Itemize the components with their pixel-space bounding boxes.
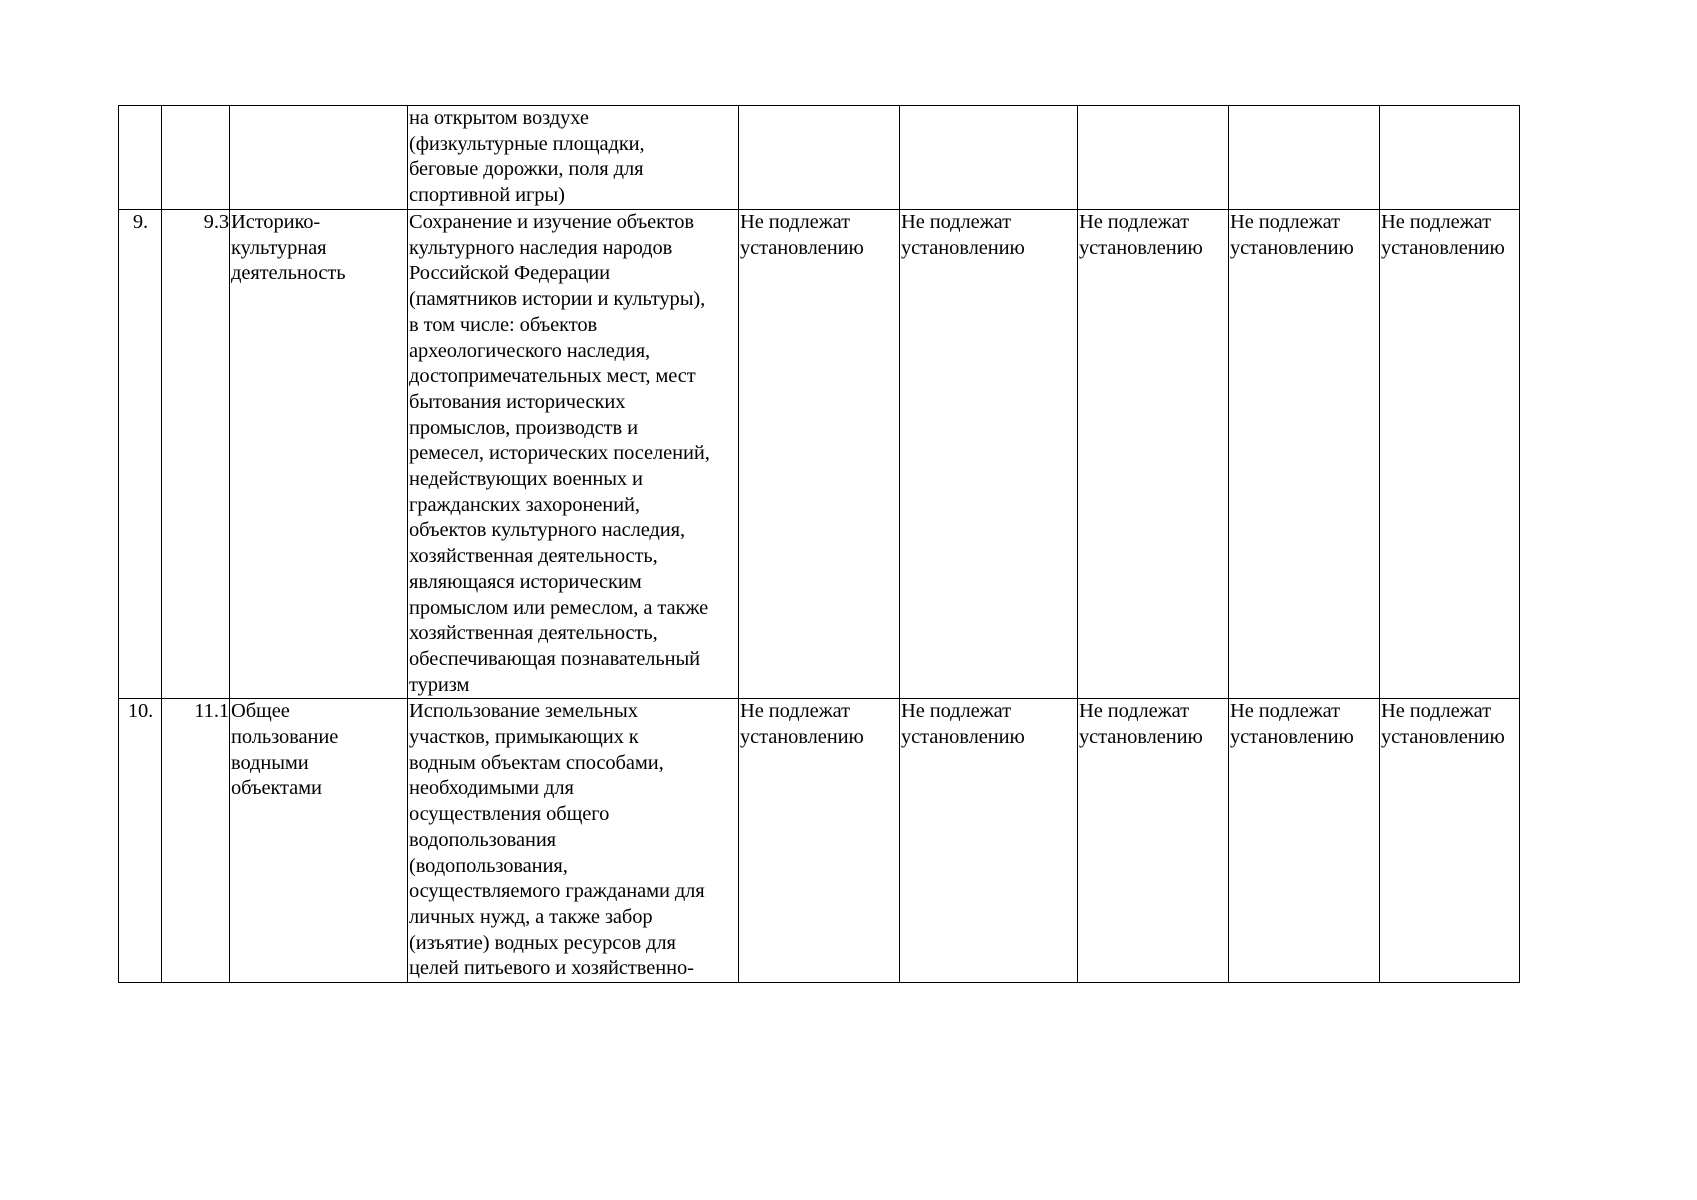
description-line: ремесел, исторических поселений, xyxy=(409,442,710,465)
use-code-cell xyxy=(162,106,230,210)
param-text: Не подлежат xyxy=(740,211,851,233)
description-line: (памятников истории и культуры), xyxy=(409,288,706,311)
param-cell xyxy=(1078,699,1229,983)
param-cell xyxy=(1229,210,1380,699)
description-line: хозяйственная деятельность, xyxy=(409,545,658,568)
name-line: деятельность xyxy=(231,262,346,285)
description-line: осуществляемого гражданами для xyxy=(409,880,705,903)
param-cell xyxy=(900,106,1078,210)
description-line: (физкультурные площадки, xyxy=(409,132,645,155)
param-text: установлению xyxy=(1079,236,1203,259)
description-line: объектов культурного наследия, xyxy=(409,519,685,542)
description-line: Использование земельных xyxy=(409,700,638,723)
param-cell xyxy=(739,210,900,699)
use-code-cell: 9.3 xyxy=(162,210,230,699)
param-text: Не подлежат xyxy=(1079,700,1190,723)
use-code-cell: 11.1 xyxy=(162,699,230,983)
param-text: Не подлежат xyxy=(901,700,1012,723)
row-number-cell: 9. xyxy=(119,210,162,699)
description-line: культурного наследия народов xyxy=(409,236,673,259)
description-line: Российской Федерации xyxy=(409,262,610,285)
param-cell xyxy=(900,699,1078,983)
param-text: установлению xyxy=(1079,726,1203,749)
description-line: спортивной игры) xyxy=(409,184,565,207)
description-line: водным объектам способами, xyxy=(409,751,664,774)
description-line: гражданских захоронений, xyxy=(409,493,640,516)
param-text: установлению xyxy=(740,236,864,259)
param-cell xyxy=(1380,106,1520,210)
param-text: Не подлежат xyxy=(1079,211,1190,233)
description-line: целей питьевого и хозяйственно- xyxy=(409,957,694,980)
param-text: Не подлежат xyxy=(1230,700,1341,723)
description-line: осуществления общего xyxy=(409,803,610,826)
name-line: объектами xyxy=(231,777,322,800)
table-row xyxy=(119,210,1520,699)
description-line: недействующих военных и xyxy=(409,468,643,491)
param-text: установлению xyxy=(740,726,864,749)
param-cell xyxy=(1380,699,1520,983)
description-line: личных нужд, а также забор xyxy=(409,905,653,928)
description-line: водопользования xyxy=(409,828,557,851)
name-line: Историко- xyxy=(231,211,321,233)
param-cell xyxy=(739,106,900,210)
use-description-cell xyxy=(408,210,739,699)
param-text: установлению xyxy=(1230,726,1354,749)
param-cell xyxy=(1229,699,1380,983)
name-line: Общее xyxy=(231,700,290,723)
table-row xyxy=(119,699,1520,983)
description-line: хозяйственная деятельность, xyxy=(409,622,658,645)
description-line: (изъятие) водных ресурсов для xyxy=(409,931,676,954)
use-name-cell xyxy=(230,106,408,210)
param-text: установлению xyxy=(1381,236,1505,259)
description-line: промыслов, производств и xyxy=(409,416,638,439)
name-line: культурная xyxy=(231,236,327,259)
description-line: археологического наследия, xyxy=(409,339,651,362)
description-line: (водопользования, xyxy=(409,854,568,877)
name-line: водными xyxy=(231,751,309,774)
param-cell xyxy=(1078,210,1229,699)
param-text: Не подлежат xyxy=(740,700,851,723)
description-line: бытования исторических xyxy=(409,390,626,413)
row-number-cell xyxy=(119,106,162,210)
description-line: являющаяся историческим xyxy=(409,570,642,593)
param-cell xyxy=(900,210,1078,699)
param-text: установлению xyxy=(901,726,1025,749)
description-line: достопримечательных мест, мест xyxy=(409,365,696,388)
use-description-cell xyxy=(408,106,739,210)
param-cell xyxy=(1380,210,1520,699)
description-line: в том числе: объектов xyxy=(409,313,598,336)
param-text: Не подлежат xyxy=(1381,211,1492,233)
description-line: туризм xyxy=(409,673,470,696)
param-text: Не подлежат xyxy=(1381,700,1492,723)
use-name-cell xyxy=(230,210,408,699)
land-use-table xyxy=(118,105,1520,983)
description-line: на открытом воздухе xyxy=(409,107,589,129)
row-number-cell: 10. xyxy=(119,699,162,983)
param-cell xyxy=(1229,106,1380,210)
param-text: установлению xyxy=(901,236,1025,259)
param-cell xyxy=(1078,106,1229,210)
description-line: Сохранение и изучение объектов xyxy=(409,211,694,233)
param-text: Не подлежат xyxy=(901,211,1012,233)
name-line: пользование xyxy=(231,726,339,749)
description-line: необходимыми для xyxy=(409,777,574,800)
description-line: беговые дорожки, поля для xyxy=(409,158,644,181)
description-line: обеспечивающая познавательный xyxy=(409,647,701,670)
use-description-cell xyxy=(408,699,739,983)
description-line: участков, примыкающих к xyxy=(409,726,639,749)
table-row-continuation xyxy=(119,106,1520,210)
param-text: установлению xyxy=(1381,726,1505,749)
param-cell xyxy=(739,699,900,983)
param-text: Не подлежат xyxy=(1230,211,1341,233)
description-line: промыслом или ремеслом, а также xyxy=(409,596,709,619)
use-name-cell xyxy=(230,699,408,983)
param-text: установлению xyxy=(1230,236,1354,259)
